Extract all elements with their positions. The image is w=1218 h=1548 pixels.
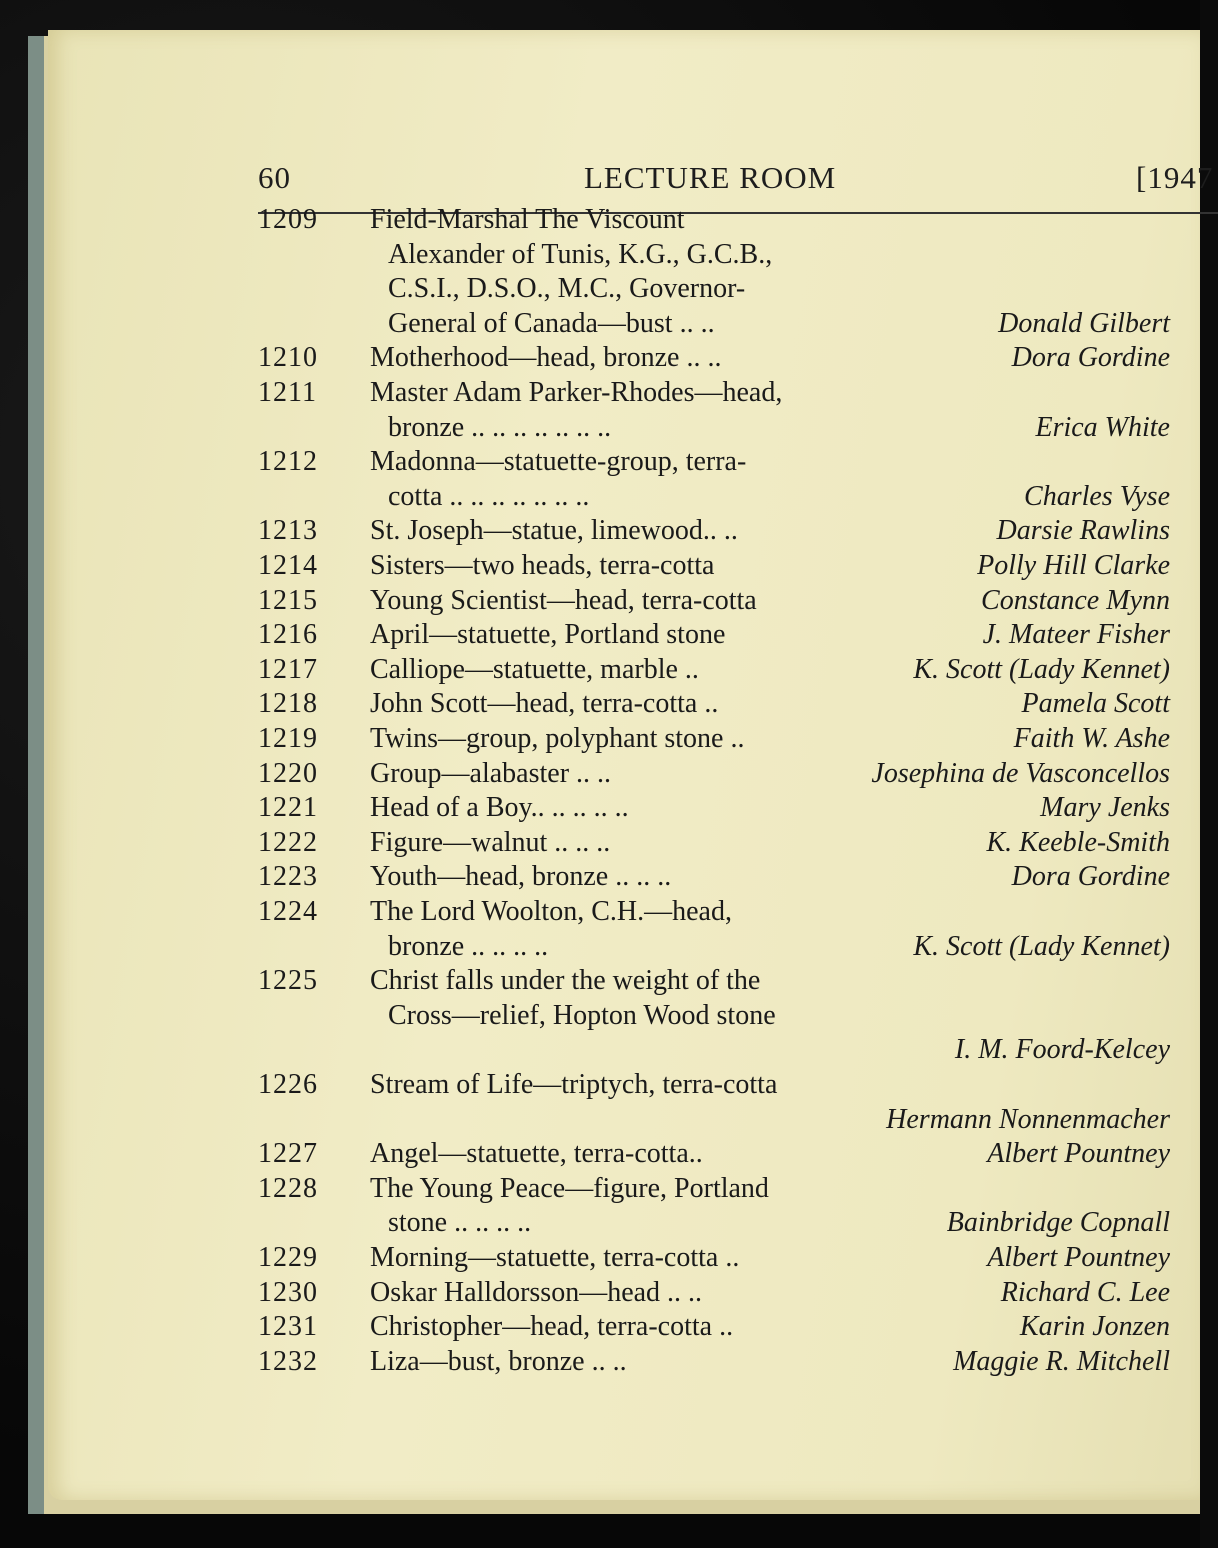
entry-title-line: Oskar Halldorsson—head .. .. xyxy=(370,1276,703,1308)
entry-artist: Karin Jonzen xyxy=(1019,1311,1170,1343)
entry-number: 1232 xyxy=(258,1345,318,1377)
entry-artist: Albert Pountney xyxy=(987,1242,1170,1273)
entry-artist: Charles Vyse xyxy=(1024,480,1170,512)
entry-number: 1211 xyxy=(258,377,317,408)
year-marker: [1947 xyxy=(1136,160,1214,195)
entry-title-line: John Scott—head, terra-cotta .. xyxy=(370,688,719,720)
entry-artist: K. Keeble-Smith xyxy=(986,826,1170,858)
entry-title-line: Christ falls under the weight of the xyxy=(370,965,761,997)
entry-number: 1218 xyxy=(258,688,318,720)
entry-title-line: stone .. .. .. .. xyxy=(388,1207,532,1239)
entry-title-line: bronze .. .. .. .. xyxy=(388,930,549,962)
entry-number: 1217 xyxy=(258,653,318,685)
entry-title-line: Group—alabaster .. .. xyxy=(370,757,612,789)
page-title: LECTURE ROOM xyxy=(584,160,837,195)
entry-number: 1226 xyxy=(258,1069,318,1100)
entry-title-line: Angel—statuette, terra-cotta.. xyxy=(370,1138,703,1170)
entry-artist: Polly Hill Clarke xyxy=(977,550,1170,581)
page-number: 60 xyxy=(258,160,291,195)
entry-number: 1221 xyxy=(258,792,318,824)
entry-title-line: Stream of Life—triptych, terra-cotta xyxy=(370,1069,778,1100)
entry-artist: Bainbridge Copnall xyxy=(946,1207,1170,1239)
entry-title-line: Young Scientist—head, terra-cotta xyxy=(370,584,757,616)
entry-number: 1219 xyxy=(258,723,318,754)
entry-number: 1230 xyxy=(258,1276,318,1308)
entry-title-line: The Lord Woolton, C.H.—head, xyxy=(370,896,732,927)
entry-artist: Dora Gordine xyxy=(1011,861,1170,893)
entry-title-line: Youth—head, bronze .. .. .. xyxy=(370,861,672,893)
entry-artist: Dora Gordine xyxy=(1011,342,1170,374)
entry-artist: Maggie R. Mitchell xyxy=(953,1345,1170,1377)
entry-title-line: Motherhood—head, bronze .. .. xyxy=(370,342,722,374)
entry-title-line: Madonna—statuette-group, terra- xyxy=(370,446,747,478)
entry-number: 1225 xyxy=(258,965,318,997)
entry-title-line: cotta .. .. .. .. .. .. .. xyxy=(388,480,590,512)
entry-title-line: Liza—bust, bronze .. .. xyxy=(370,1345,627,1377)
entry-number: 1209 xyxy=(258,204,318,235)
entry-number: 1210 xyxy=(258,342,318,374)
catalogue-page xyxy=(48,30,1214,1500)
entry-artist: Constance Mynn xyxy=(981,584,1170,616)
entry-title-line: Calliope—statuette, marble .. xyxy=(370,653,699,685)
entry-artist: Mary Jenks xyxy=(1040,792,1170,824)
entry-title-line: Twins—group, polyphant stone .. xyxy=(370,723,745,754)
entry-title-line: Head of a Boy.. .. .. .. .. xyxy=(370,792,629,824)
entry-artist: Darsie Rawlins xyxy=(996,515,1170,547)
entry-title-line: bronze .. .. .. .. .. .. .. xyxy=(388,411,612,443)
entry-number: 1222 xyxy=(258,826,318,858)
entry-title-line: Sisters—two heads, terra-cotta xyxy=(370,550,715,581)
entry-title-line: Alexander of Tunis, K.G., G.C.B., xyxy=(388,238,773,270)
entry-artist: J. Mateer Fisher xyxy=(982,619,1170,651)
entry-number: 1215 xyxy=(258,584,318,616)
entry-title-line: Field-Marshal The Viscount xyxy=(370,204,685,235)
entry-artist: Erica White xyxy=(1035,411,1170,443)
entry-artist: Hermann Nonnenmacher xyxy=(886,1103,1170,1135)
entry-title-line: Master Adam Parker-Rhodes—head, xyxy=(370,377,783,408)
entry-title-line: April—statuette, Portland stone xyxy=(370,619,726,651)
entry-title-line: St. Joseph—statue, limewood.. .. xyxy=(370,515,738,547)
entry-title-line: Christopher—head, terra-cotta .. xyxy=(370,1311,734,1343)
entry-number: 1212 xyxy=(258,446,318,478)
entry-title-line: General of Canada—bust .. .. xyxy=(388,307,715,339)
entry-number: 1227 xyxy=(258,1138,318,1170)
entry-artist: I. M. Foord-Kelcey xyxy=(954,1034,1170,1066)
entry-title-line: Cross—relief, Hopton Wood stone xyxy=(388,999,776,1031)
entry-number: 1224 xyxy=(258,896,318,927)
entry-artist: Faith W. Ashe xyxy=(1013,723,1170,754)
entry-number: 1231 xyxy=(258,1311,318,1343)
entry-artist: K. Scott (Lady Kennet) xyxy=(913,653,1170,685)
entry-artist: K. Scott (Lady Kennet) xyxy=(913,930,1170,962)
entry-number: 1214 xyxy=(258,550,318,581)
entry-artist: Albert Pountney xyxy=(987,1138,1170,1170)
entry-title-line: Figure—walnut .. .. .. xyxy=(370,826,611,858)
entry-artist: Pamela Scott xyxy=(1021,688,1170,720)
book-spine xyxy=(28,36,44,1514)
entry-number: 1220 xyxy=(258,757,318,789)
entry-artist: Donald Gilbert xyxy=(998,307,1170,339)
entry-title-line: C.S.I., D.S.O., M.C., Governor- xyxy=(388,273,746,305)
entry-number: 1229 xyxy=(258,1242,318,1273)
entry-title-line: The Young Peace—figure, Portland xyxy=(370,1172,769,1204)
entry-number: 1213 xyxy=(258,515,318,547)
entry-number: 1228 xyxy=(258,1172,318,1204)
entry-artist: Josephina de Vasconcellos xyxy=(871,757,1170,789)
entry-number: 1223 xyxy=(258,861,318,893)
entry-title-line: Morning—statuette, terra-cotta .. xyxy=(370,1242,740,1273)
entry-number: 1216 xyxy=(258,619,318,651)
entry-artist: Richard C. Lee xyxy=(1000,1276,1170,1308)
